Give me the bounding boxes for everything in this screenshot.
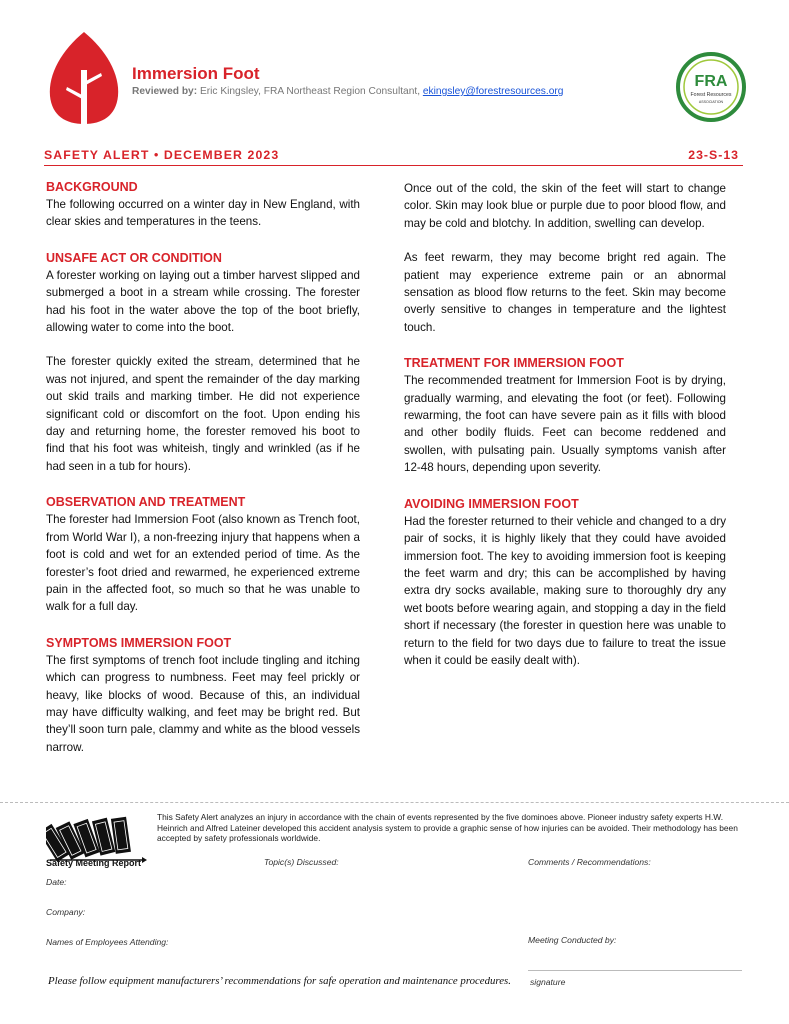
safety-meeting-report-label: Safety Meeting Report [46,858,142,868]
employees-label: Names of Employees Attending: [46,937,169,947]
divider [0,802,789,803]
unsafe-act-text-2: The forester quickly exited the stream, determined that he was not injured, and spent the remainder of the day marking out skid trails and marking timber. He did not experience significant cold or discomfort on the foot. Upon ending his day and returning home, the forester removed his boot to find that his foot was whiteish, tingly and wrinkled (as if he had seen in a tub for hours). [46,355,360,473]
disclaimer-text: This Safety Alert analyzes an injury in accordance with the chain of events represented by the five dominoes above. Pioneer industry safety experts H.W. Heinrich and Alfred Lateiner developed this accident analysis system to provide a graphic sense of how injuries can be avoided. Their methodology has been accepted by safety professionals worldwide. [157,812,738,843]
page-title: Immersion Foot [132,64,260,83]
unsafe-act-text-1: A forester working on laying out a timber harvest slipped and submerged a boot in a stream while crossing. The forester had his foot in the water above the top of the boot briefly, allowing water to come into the boot. [46,268,360,335]
reviewed-by [132,86,563,97]
safety-alert-bar [44,146,743,166]
company-label: Company: [46,907,86,917]
fra-logo-text: FRA [694,73,728,90]
left-column [46,180,360,756]
fra-logo-subtext-2: ASSOCIATION [698,100,724,104]
treatment-heading: TREATMENT FOR IMMERSION FOOT [404,356,624,371]
rewarm-text: As feet rewarm, they may become bright red again. The patient may experience extreme pain or an abnormal sensation as blood flow returns to the feet. Skin may become overly sensitive to changes in temperature and the lightest touch. [404,251,726,334]
equipment-note: Please follow equipment manufacturers’ recommendations for safe operation and maintenance procedures. [48,975,511,987]
topics-discussed-label: Topic(s) Discussed: [264,857,339,867]
reviewer-text: Eric Kingsley, FRA Northeast Region Consultant, [197,86,423,97]
red-tree-logo [44,30,124,134]
symptoms-text: The first symptoms of trench foot include tingling and itching which can progress to numbness. Feet may feel prickly or heavy, like blocks of wood. Because of this, an individual may have difficulty walking, and feet may be bright red. But they’ll soon turn pale, clammy and white as the blood vessels narrow. [46,653,360,754]
avoiding-heading: AVOIDING IMMERSION FOOT [404,496,579,511]
signature-label: signature [530,977,566,987]
skin-color-text: Once out of the cold, the skin of the feet will start to change color. Skin may look blue or purple due to poor blood flow, and may be cold and blotchy. In addition, swelling can develop. [404,182,726,230]
fra-logo-subtext: Forest Resources [690,92,732,98]
observation-heading: OBSERVATION AND TREATMENT [46,495,246,510]
avoiding-text: Had the forester returned to their vehicle and changed to a dry pair of socks, it is highly likely that they could have avoided immersion foot. The key to avoiding immersion foot is keeping the feet warm and dry; this can be accomplished by having extra dry socks available, making sure to thoroughly dry any wet boots before wearing again, and stopping a day in the field short if necessary (the forester in question here was unable to return to the field for two days due to failure to treat the issue when it could be easily dealt with). [404,514,726,667]
background-heading: BACKGROUND [46,180,138,194]
fra-logo [676,52,746,122]
date-label: Date: [46,877,67,887]
reviewer-email-link[interactable]: ekingsley@forestresources.org [422,86,564,97]
comments-label: Comments / Recommendations: [528,857,651,867]
safety-alert-label: SAFETY ALERT • DECEMBER 2023 [44,148,280,162]
unsafe-act-heading: UNSAFE ACT OR CONDITION [46,250,222,265]
reviewed-label: Reviewed by: [132,86,198,97]
signature-line [528,970,742,971]
treatment-text: The recommended treatment for Immersion Foot is by drying, gradually warming, and elevating the foot (or feet). Following rewarming, the foot can have severe pain as it fills with blood and other bodily fluids. Feet can become reddened and swollen, with pulsating pain. Usually symptoms vanish after 12-48 hours, depending upon severity. [404,374,726,475]
symptoms-heading: SYMPTOMS IMMERSION FOOT [46,635,232,650]
right-column [404,180,726,669]
meeting-conducted-label: Meeting Conducted by: [528,935,617,945]
observation-text: The forester had Immersion Foot (also known as Trench foot, from World War I), a non-freezing injury that happens when a foot is cold and wet for an extended period of time. As the forester’s foot dried and rewarmed, he experienced extreme pain in the affected foot, so much so that he was unable to walk for a full day. [46,513,360,614]
background-text: The following occurred on a winter day in New England, with clear skies and temperatures in the teens. [46,198,360,229]
alert-code: 23-S-13 [688,148,739,162]
